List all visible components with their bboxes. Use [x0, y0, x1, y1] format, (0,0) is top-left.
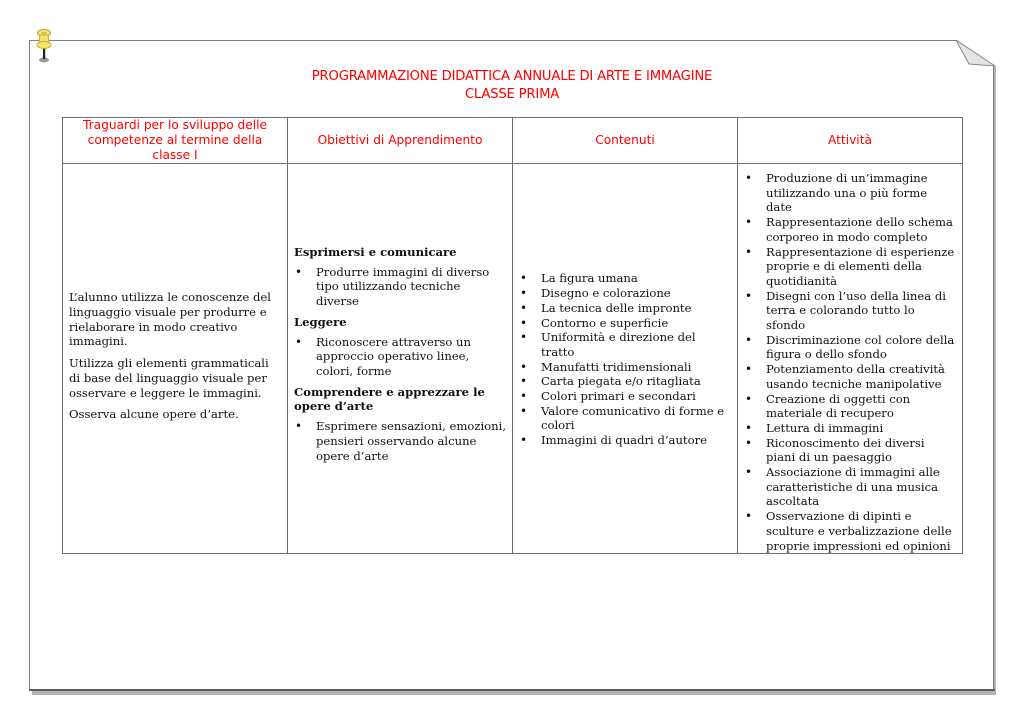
traguardo-text: L’alunno utilizza le conoscenze del linguaggio visuale per produrre e rielaborare in modo creativo immagini.: [69, 290, 271, 349]
traguardo-text: Utilizza gli elementi grammaticali di base del linguaggio visuale per osservare e leggere le immagini.: [69, 356, 269, 400]
list-item: • Manufatti tridimensionali: [519, 360, 731, 375]
list-item: • Riconoscimento dei diversi piani di un paesaggio: [744, 436, 956, 465]
obiettivo-heading: Comprendere e apprezzare le opere d’arte: [294, 384, 485, 414]
contenuti-list: [519, 271, 731, 447]
programming-table: [62, 117, 963, 554]
push-pin-icon: [33, 28, 55, 64]
header-traguardi: Traguardi per lo sviluppo delle competenze al termine della classe I: [63, 118, 288, 164]
obiettivo-heading: Esprimersi e comunicare: [294, 245, 457, 260]
page-bottom-edge: [29, 689, 995, 691]
list-item: • Produzione di un’immagine utilizzando una o più forme date: [744, 171, 956, 215]
header-obiettivi: Obiettivi di Apprendimento: [288, 118, 513, 164]
list-item: • Immagini di quadri d’autore: [519, 433, 731, 448]
list-item: • Disegni con l’uso della linea di terra e colorando tutto lo sfondo: [744, 289, 956, 333]
document-subtitle: CLASSE PRIMA: [464, 87, 560, 102]
traguardi-cell: [63, 164, 288, 554]
obiettivi-cell: [288, 164, 513, 554]
list-item: • Valore comunicativo di forme e colori: [519, 404, 731, 433]
table-row: [63, 164, 963, 554]
list-item: • Esprimere sensazioni, emozioni, pensieri osservando alcune opere d’arte: [294, 419, 506, 463]
attivita-cell: [738, 164, 963, 554]
list-item: • Associazione di immagini alle caratteristiche di una musica ascoltata: [744, 465, 956, 509]
header-attivita: Attività: [738, 118, 963, 164]
list-item: • Rappresentazione di esperienze proprie e di elementi della quotidianità: [744, 245, 956, 289]
obiettivo-heading: Leggere: [294, 314, 347, 329]
list-item: • Osservazione di dipinti e sculture e verbalizzazione delle proprie impressioni ed opinioni: [744, 509, 956, 553]
list-item: • Potenziamento della creatività usando tecniche manipolative: [744, 362, 956, 391]
list-item: • La tecnica delle impronte: [519, 301, 731, 316]
list-item: • La figura umana: [519, 271, 731, 286]
list-item: • Disegno e colorazione: [519, 286, 731, 301]
traguardo-text: Osserva alcune opere d’arte.: [69, 407, 239, 422]
page-fold-icon: [956, 40, 996, 66]
list-item: • Contorno e superficie: [519, 316, 731, 331]
list-item: • Creazione di oggetti con materiale di recupero: [744, 392, 956, 421]
list-item: • Lettura di immagini: [744, 421, 956, 436]
contenuti-cell: [513, 164, 738, 554]
list-item: • Carta piegata e/o ritagliata: [519, 374, 731, 389]
list-item: • Colori primari e secondari: [519, 389, 731, 404]
list-item: • Produrre immagini di diverso tipo utilizzando tecniche diverse: [294, 265, 506, 309]
attivita-list: [744, 171, 956, 553]
header-contenuti: Contenuti: [513, 118, 738, 164]
list-item: • Rappresentazione dello schema corporeo in modo completo: [744, 215, 956, 244]
document-title: PROGRAMMAZIONE DIDATTICA ANNUALE DI ARTE E IMMAGINE: [311, 69, 713, 84]
list-item: • Discriminazione col colore della figura o dello sfondo: [744, 333, 956, 362]
list-item: • Riconoscere attraverso un approccio operativo linee, colori, forme: [294, 335, 506, 379]
list-item: • Uniformità e direzione del tratto: [519, 330, 731, 359]
table-header-row: [63, 118, 963, 164]
